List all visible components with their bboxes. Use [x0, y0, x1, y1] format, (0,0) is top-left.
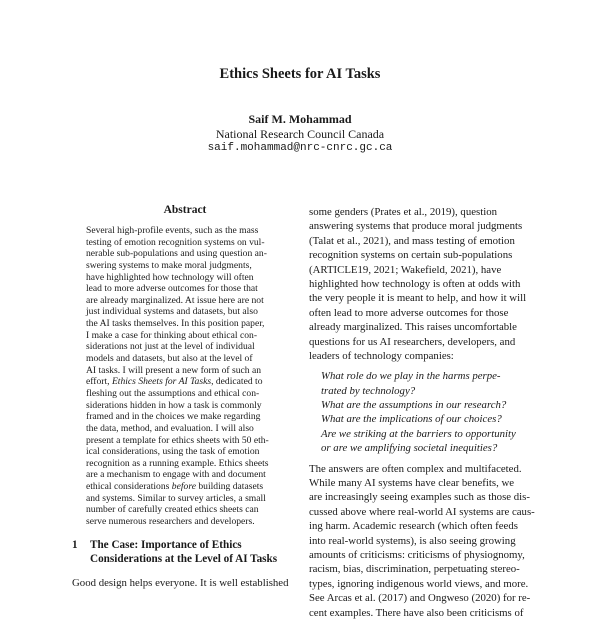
body-line: leaders of technology companies:: [309, 349, 454, 362]
abstract-line: testing of emotion recognition systems on vul-: [86, 236, 265, 248]
question-line: Are we striking at the barriers to opportunity: [321, 427, 516, 440]
abstract-heading: Abstract: [163, 204, 207, 216]
paper-title: Ethics Sheets for AI Tasks: [219, 66, 381, 82]
paragraph: [309, 462, 535, 620]
section-title-line: The Case: Importance of Ethics: [90, 538, 242, 551]
abstract-line: I make a case for thinking about ethical con-: [86, 329, 258, 341]
body-line: See Arcas et al. (2017) and Ongweso (2020) for re-: [309, 592, 531, 605]
abstract-line: the AI tasks themselves. In this position paper,: [86, 318, 265, 330]
body-line: the very people it is meant to help, and how it will: [309, 292, 527, 305]
left-column: [72, 204, 298, 590]
section-heading: [72, 538, 298, 567]
section-title: [90, 538, 277, 567]
right-column: [309, 205, 535, 620]
abstract-line: AI tasks. I will present a new form of such an: [86, 364, 262, 376]
author-affiliation: National Research Council Canada: [215, 127, 385, 141]
question-line: trated by technology?: [321, 384, 416, 397]
body-line: ing harm. Academic research (which often feeds: [309, 520, 518, 533]
abstract-line: effort, Ethics Sheets for AI Tasks, dedicated to: [86, 376, 263, 388]
abstract-line: serve numerous researchers and developers.: [86, 516, 255, 528]
abstract-body: [72, 225, 298, 528]
abstract-line: ical considerations, using the task of emotion: [86, 446, 260, 458]
abstract-line: nerable sub-populations and using question an-: [86, 248, 267, 260]
abstract-line: siderations not just at the level of individual: [86, 341, 255, 353]
abstract-line: number of carefully created ethics sheets can: [86, 504, 259, 516]
question-line: or are we amplifying societal inequities?: [321, 442, 498, 455]
abstract-line: ethical considerations before building datasets: [86, 481, 264, 493]
body-line: cent examples. There have also been criticisms of: [309, 606, 524, 619]
abstract-line: swering systems to make moral judgments,: [86, 259, 252, 271]
body-line: are increasingly seeing examples such as those dis-: [309, 491, 530, 504]
abstract-line: present a template for ethics sheets with 50 eth-: [86, 434, 269, 446]
question-line: What are the assumptions in our research?: [321, 399, 507, 412]
body-line: already marginalized. This raises uncomfortable: [309, 321, 517, 334]
section-body-line: Good design helps everyone. It is well established: [72, 576, 289, 589]
paragraph: [309, 205, 529, 363]
body-line: amounts of criticisms: criticisms of physiognomy,: [309, 548, 525, 561]
abstract-line: lead to more adverse outcomes for those that: [86, 283, 258, 295]
question-line: What role do we play in the harms perpe-: [321, 370, 501, 383]
body-line: answering systems that produce moral judgments: [309, 220, 523, 233]
body-line: (Talat et al., 2021), and mass testing of emotion: [309, 234, 515, 247]
body-line: some genders (Prates et al., 2019), question: [309, 206, 498, 218]
body-line: While many AI systems have clear benefits, we: [309, 477, 515, 490]
body-line: questions for us AI researchers, developers, and: [309, 335, 516, 348]
body-line: recognition systems on certain sub-populations: [309, 249, 513, 262]
abstract-line: the data, method, and evaluation. I will also: [86, 422, 254, 434]
question-list: [309, 369, 529, 455]
section-title-line: Considerations at the Level of AI Tasks: [90, 553, 278, 566]
body-line: The answers are often complex and multifaceted.: [309, 462, 522, 475]
abstract-line: have highlighted how technology will often: [86, 271, 254, 283]
abstract-line: fleshing out the assumptions and ethical con-: [86, 387, 260, 399]
body-line: cussed above where real-world AI systems are caus-: [309, 505, 535, 518]
abstract-line: Several high-profile events, such as the mass: [86, 225, 259, 236]
abstract-line: recognition as a running example. Ethics sheets: [86, 457, 269, 469]
section-number: 1: [72, 538, 78, 551]
abstract-line: just individual systems and datasets, but also: [86, 306, 258, 318]
abstract-line: and systems. Similar to survey articles, a small: [86, 492, 266, 504]
abstract-line: siderations hidden in how a task is commonly: [86, 399, 262, 411]
body-line: (ARTICLE19, 2021; Wakefield, 2021), have: [309, 263, 502, 276]
abstract-line: models and datasets, but also at the level of: [86, 353, 253, 365]
abstract-line: framed and in the choices we make regarding: [86, 411, 261, 423]
author-email: saif.mohammad@nrc-cnrc.gc.ca: [207, 142, 393, 154]
body-line: racism, bias, discrimination, perpetuating stereo-: [309, 563, 520, 576]
body-line: often lead to more adverse outcomes for those: [309, 306, 509, 319]
body-line: into real-world systems), is also seeing growing: [309, 534, 516, 547]
author-name: Saif M. Mohammad: [248, 112, 352, 126]
body-line: types, ignoring indigenous world views, and more.: [309, 577, 529, 590]
question-line: What are the implications of our choices?: [321, 413, 502, 426]
abstract-line: are already marginalized. At issue here are not: [86, 294, 264, 306]
body-line: highlighted how technology is often at odds with: [309, 277, 521, 290]
abstract-line: are a mechanism to engage with and document: [86, 469, 266, 481]
